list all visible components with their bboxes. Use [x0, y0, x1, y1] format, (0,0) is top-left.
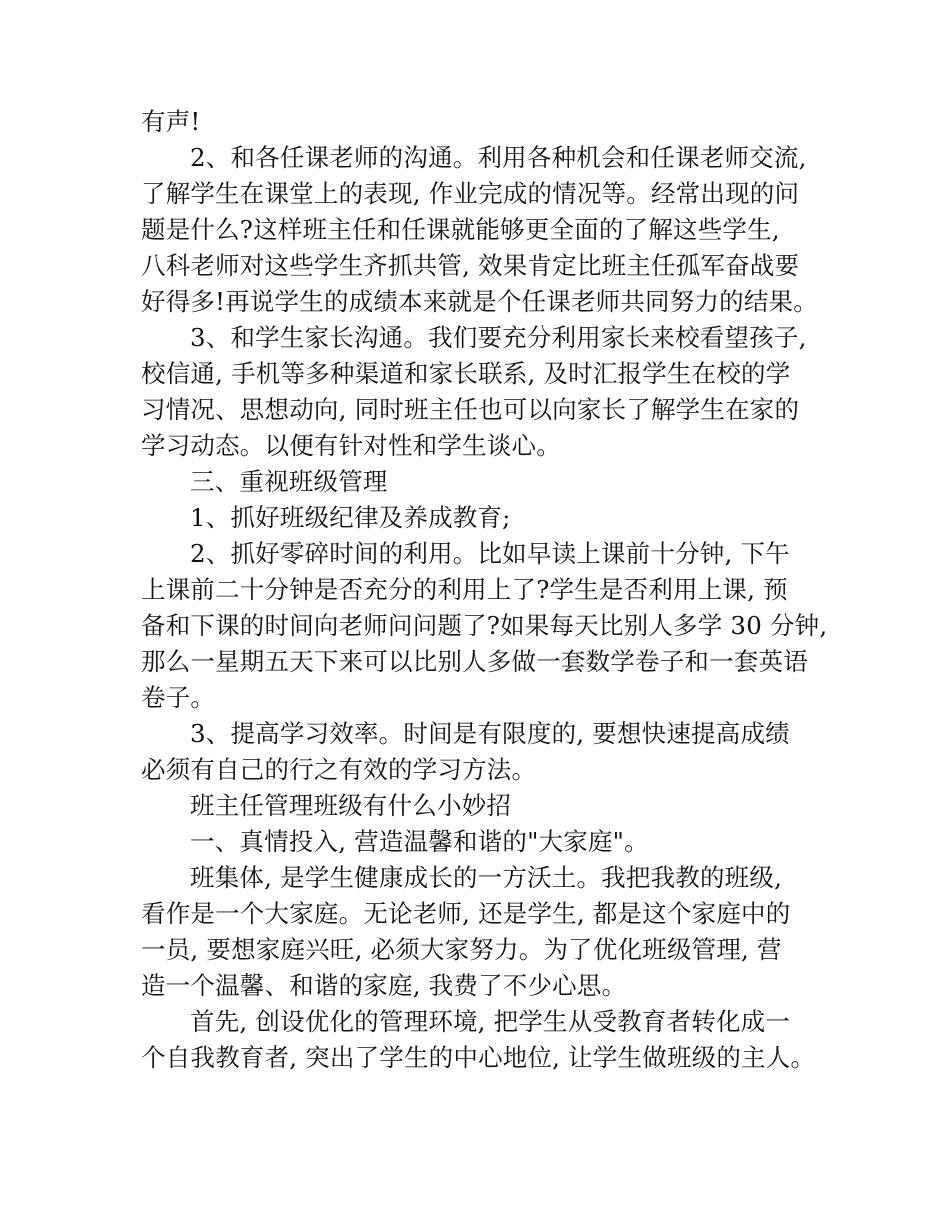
text-line: 学习动态。以便有针对性和学生谈心。 [141, 431, 561, 460]
text-line: 卷子。 [141, 683, 216, 712]
text-line: 3、提高学习效率。时间是有限度的, 要想快速提高成绩 [190, 719, 790, 748]
text-line: 1、抓好班级纪律及养成教育; [190, 503, 511, 532]
text-line: 一员, 要想家庭兴旺, 必须大家努力。为了优化班级管理, 营 [141, 935, 782, 964]
text-line: 2、抓好零碎时间的利用。比如早读上课前十分钟, 下午 [190, 539, 790, 568]
section-heading: 三、重视班级管理 [190, 467, 388, 496]
text-line: 了解学生在课堂上的表现, 作业完成的情况等。经常出现的问 [141, 179, 800, 208]
text-line: 题是什么?这样班主任和任课就能够更全面的了解这些学生, [141, 215, 780, 244]
text-line: 备和下课的时间向老师问问题了?如果每天比别人多学 30 分钟, [141, 611, 828, 640]
text-line: 那么一星期五天下来可以比别人多做一套数学卷子和一套英语 [141, 647, 808, 676]
text-line: 上课前二十分钟是否充分的利用上了?学生是否利用上课, 预 [141, 575, 788, 604]
text-line: 首先, 创设优化的管理环境, 把学生从受教育者转化成一 [190, 1007, 791, 1036]
text-line: 校信通, 手机等多种渠道和家长联系, 及时汇报学生在校的学 [141, 359, 791, 388]
text-line: 3、和学生家长沟通。我们要充分利用家长来校看望孩子, [190, 323, 807, 352]
text-line: 有声! [141, 107, 201, 136]
text-line: 必须有自己的行之有效的学习方法。 [141, 755, 537, 784]
text-line: 2、和各任课老师的沟通。利用各种机会和任课老师交流, [190, 143, 807, 172]
text-line: 个自我教育者, 突出了学生的中心地位, 让学生做班级的主人。 [141, 1043, 816, 1072]
section-heading: 一、真情投入, 营造温馨和谐的"大家庭"。 [190, 827, 649, 856]
text-line: 造一个温馨、和谐的家庭, 我费了不少心思。 [141, 971, 627, 1000]
text-line: 习情况、思想动向, 同时班主任也可以向家长了解学生在家的 [141, 395, 800, 424]
text-line: 看作是一个大家庭。无论老师, 还是学生, 都是这个家庭中的 [141, 899, 791, 928]
section-heading: 班主任管理班级有什么小妙招 [190, 791, 512, 820]
text-line: 班集体, 是学生健康成长的一方沃土。我把我教的班级, [190, 863, 783, 892]
text-line: 八科老师对这些学生齐抓共管, 效果肯定比班主任孤军奋战要 [141, 251, 800, 280]
text-line: 好得多!再说学生的成绩本来就是个任课老师共同努力的结果。 [141, 287, 818, 316]
